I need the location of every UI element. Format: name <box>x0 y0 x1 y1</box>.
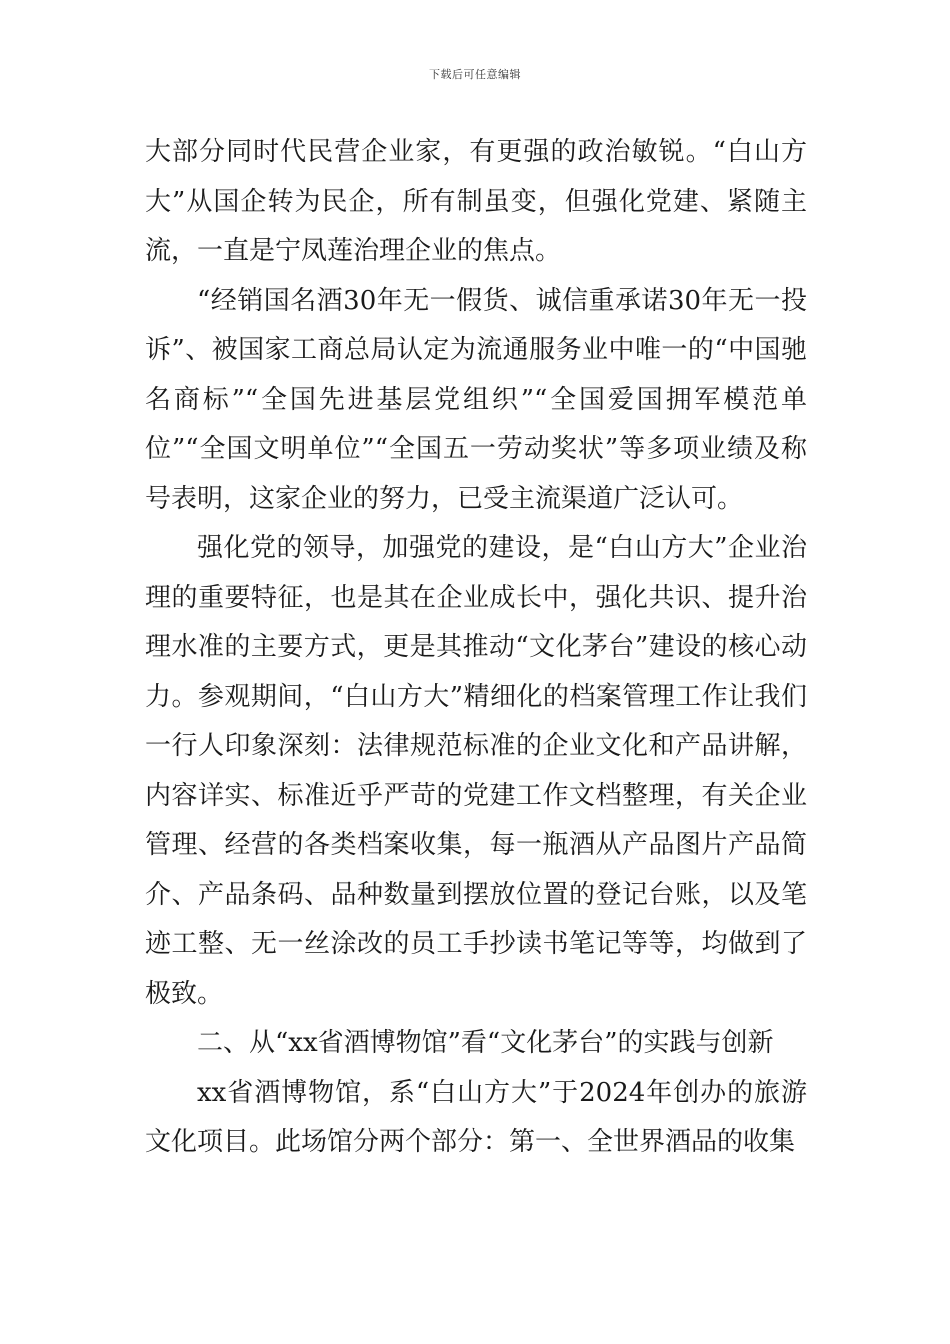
page-header: 下载后可任意编辑 <box>429 68 521 81</box>
paragraph-museum: xx省酒博物馆，系“白山方大”于2024年创办的旅游文化项目。此场馆分两个部分：第一、全世界酒品的收集 <box>145 1077 807 1157</box>
paragraph-party-building: 强化党的领导，加强党的建设，是“白山方大”企业治理的重要特征，也是其在企业成长中，强化共识、提升治理水准的主要方式，更是其推动“文化茅台”建设的核心动力。参观期间，“白山方大”精细化的档案管理工作让我们一行人印象深刻：法律规范标准的企业文化和产品讲解，内容详实、标准近乎严苛的党建工作文档整理，有关企业管理、经营的各类档案收集，每一瓶酒从产品图片产品简介、产品条码、品种数量到摆放位置的登记台账，以及笔迹工整、无一丝涂改的员工手抄读书笔记等等，均做到了极致。 <box>145 533 807 1009</box>
document-body <box>145 128 807 1168</box>
section-heading: 二、从“xx省酒博物馆”看“文化茅台”的实践与创新 <box>197 1028 774 1058</box>
paragraph-continuation: 大部分同时代民营企业家，有更强的政治敏锐。“白山方大”从国企转为民企，所有制虽变，但强化党建、紧随主流，一直是宁凤莲治理企业的焦点。 <box>145 137 807 266</box>
paragraph-honors: “经销国名酒30年无一假货、诚信重承诺30年无一投诉”、被国家工商总局认定为流通服务业中唯一的“中国驰名商标”“全国先进基层党组织”“全国爱国拥军模范单位”“全国文明单位”“全国五一劳动奖状”等多项业绩及称号表明，这家企业的努力，已受主流渠道广泛认可。 <box>145 285 807 514</box>
